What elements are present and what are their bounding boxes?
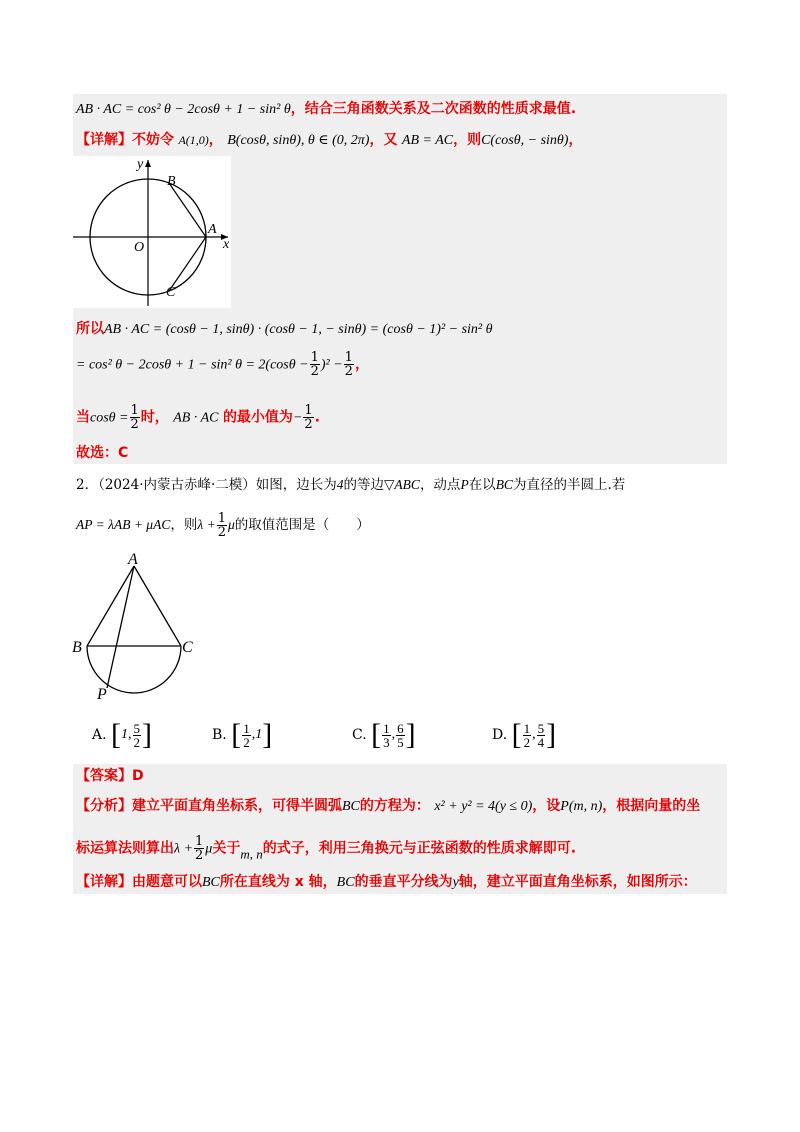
fraction-half-2: $\frac{1}{2}$: [344, 350, 353, 379]
solution1-so: 所以AB · AC = (cosθ − 1, sinθ) · (cosθ − 1, − sinθ) = (cosθ − 1)² − sin² θ: [76, 321, 493, 337]
choice-d[interactable]: D. [ $\frac{1}{2}$ , $\frac{5}{4}$ ]: [492, 718, 557, 751]
solution2-detail: 【详解】由题意可以BC所在直线为 x 轴，BC的垂直平分线为y轴，建立平面直角坐标系，如图所示：: [76, 874, 697, 890]
question2-line2: AP = λAB + μAC，则λ + $\frac{1}{2}$ μ的取值范围是（ ）: [76, 511, 370, 540]
solution2-answer: 【答案】D: [76, 768, 144, 784]
label-y: y: [137, 157, 144, 172]
choice-b[interactable]: B. [ $\frac{1}{2}$ ,1]: [212, 718, 273, 751]
point-a: A(1,0): [178, 133, 209, 147]
fraction-half-q: $\frac{1}{2}$: [217, 511, 226, 540]
question2-line1: 2．（2024·内蒙古赤峰·二模）如图，边长为4的等边▽ABC，动点P在以BC为直径的半圆上.若: [76, 477, 626, 493]
label-o: O: [134, 240, 145, 255]
fraction-half: $\frac{1}{2}$: [310, 350, 319, 379]
equal-sides: AB = AC: [401, 133, 454, 148]
label-p: P: [97, 686, 107, 702]
answer-text: 故选：C: [76, 445, 129, 461]
y-axis-arrow: [145, 160, 151, 167]
circle-equation: x² + y² = 4(y ≤ 0): [434, 799, 533, 814]
solution1-eq2: = cos² θ − 2cosθ + 1 − sin² θ = 2(cosθ − $\frac{1}{2}$ )² − $\frac{1}{2}$ ，: [76, 350, 369, 379]
vector-equation: AP = λAB + μAC: [76, 517, 171, 532]
dot-product-expansion: AB · AC = (cosθ − 1, sinθ) · (cosθ − 1, − sinθ) = (cosθ − 1)² − sin² θ: [104, 322, 493, 337]
label-a: A: [208, 222, 217, 237]
solution1-when: 当cosθ = $\frac{1}{2}$ 时， AB · AC 的最小值为− $\frac{1}{2}$ .: [76, 403, 320, 432]
label-c: C: [166, 285, 176, 300]
segment-ac: [169, 237, 206, 291]
point-c: C(cosθ, − sinθ): [481, 133, 569, 148]
label-x: x: [223, 237, 230, 252]
detail-tag: 【详解】: [76, 132, 132, 148]
triangle-abc: ▽ABC: [384, 477, 420, 492]
label-b: B: [72, 639, 82, 656]
unit-circle-figure: [73, 156, 231, 308]
label-b: B: [167, 174, 176, 189]
triangle-semicircle-figure: [70, 552, 200, 702]
solution2-analysis-1: 【分析】建立平面直角坐标系，可得半圆弧BC的方程为： x² + y² = 4(y ≤ 0)，设P(m, n)，根据向量的坐: [76, 798, 701, 814]
solution1-line1: [76, 100, 576, 119]
point-p: P(m, n): [560, 799, 603, 814]
solution1-line1-text: ，结合三角函数关系及二次函数的性质求最值.: [290, 101, 577, 117]
segment-ap: [107, 566, 134, 688]
triangle-semicircle-svg: [70, 552, 200, 702]
solution1-answer: [76, 444, 128, 462]
solution2-analysis-2: 标运算法则算出λ + $\frac{1}{2}$ μ关于m, n的式子，利用三角换元与正弦函数的性质求解即可.: [76, 834, 577, 863]
label-a: A: [128, 552, 138, 568]
segment-ab: [169, 183, 206, 237]
label-c: C: [182, 639, 193, 656]
segment-ab: [87, 566, 134, 646]
solution1-detail: 【详解】不妨令 A(1,0)， B(cosθ, sinθ), θ ∈ (0, 2π)，又 AB = AC，则C(cosθ, − sinθ)，: [76, 132, 583, 148]
point-b: B(cosθ, sinθ), θ ∈ (0, 2π): [227, 133, 370, 148]
dot-product-expression: AB · AC = cos² θ − 2cosθ + 1 − sin² θ: [76, 102, 291, 117]
question-number: 2．: [76, 477, 99, 493]
segment-ac: [134, 566, 181, 646]
fraction-half-4: $\frac{1}{2}$: [304, 403, 313, 432]
unit-circle-svg: [73, 156, 231, 308]
fraction-half-3: $\frac{1}{2}$: [130, 403, 139, 432]
choice-a[interactable]: A. [1, $\frac{5}{2}$ ]: [92, 718, 153, 751]
choice-c[interactable]: C. [ $\frac{1}{3}$ , $\frac{6}{5}$ ]: [352, 718, 416, 751]
